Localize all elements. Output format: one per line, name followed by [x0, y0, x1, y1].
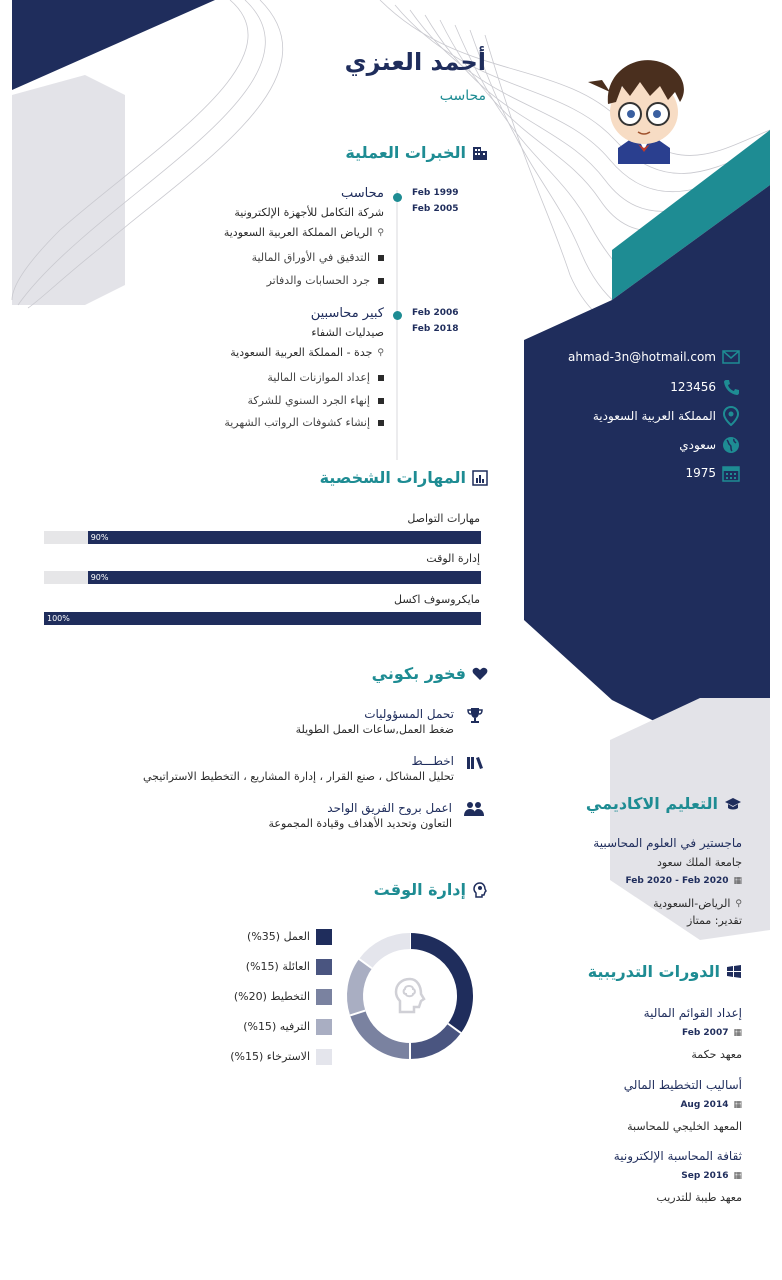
timeline-dot [393, 193, 402, 202]
person-name: أحمد العنزي [344, 48, 486, 76]
job1-role: محاسب [341, 186, 384, 201]
pride-item-desc: التعاون وتحديد الأهداف وقيادة المجموعة [268, 817, 452, 830]
donut-center-icon [393, 977, 427, 1019]
legend-swatch [316, 1049, 332, 1065]
education-location-row [653, 897, 742, 910]
course-institute: معهد طيبة للتدريب [656, 1191, 742, 1204]
time-title: إدارة الوقت [373, 880, 466, 899]
pin-icon: ⚲ [377, 227, 384, 238]
job1-company: شركة التكامل للأجهزة الإلكترونية [234, 206, 384, 219]
course-institute: معهد حكمة [691, 1048, 742, 1061]
job1-end: Feb 2005 [412, 204, 459, 214]
pin-icon: ⚲ [735, 898, 742, 909]
pride-item [143, 754, 484, 783]
calendar-small-icon: ▦ [733, 1100, 742, 1110]
job2-task: إعداد الموازنات المالية [267, 371, 384, 384]
experience-heading [345, 143, 488, 162]
email-text[interactable]: ahmad-3n@hotmail.com [568, 350, 716, 364]
legend-label: العائلة (15%) [245, 960, 310, 973]
course-institute: المعهد الخليجي للمحاسبة [627, 1120, 742, 1133]
job-title: محاسب [439, 88, 486, 104]
job2-task: إنشاء كشوفات الرواتب الشهرية [224, 416, 384, 429]
nationality-text: سعودي [679, 438, 716, 452]
birth-year-text: 1975 [685, 466, 716, 480]
legend-label: الترفيه (15%) [243, 1020, 310, 1033]
job1-task: جرد الحسابات والدفاتر [267, 274, 384, 287]
legend-swatch [316, 1019, 332, 1035]
avatar [580, 52, 700, 164]
trophy-icon [466, 707, 484, 725]
pride-item-desc: تحليل المشاكل ، صنع القرار ، إدارة المشاريع ، التخطيط الاستراتيجي [143, 770, 454, 783]
heart-icon [472, 667, 488, 681]
location-text: المملكة العربية السعودية [592, 409, 716, 423]
phone-icon [722, 379, 740, 395]
legend-swatch [316, 929, 332, 945]
job2-company: صيدليات الشفاء [311, 326, 384, 339]
windows-icon [726, 964, 742, 980]
donut-slice [355, 964, 366, 1013]
calendar-icon [722, 464, 740, 482]
education-location: الرياض-السعودية [653, 897, 731, 910]
team-icon [464, 801, 484, 817]
course-date-row [680, 1100, 742, 1110]
skill-bar-fill: 90% [88, 571, 481, 584]
phone-row[interactable] [670, 379, 740, 395]
pride-item-title: تحمل المسؤوليات [364, 707, 454, 721]
phone-text[interactable]: 123456 [670, 380, 716, 394]
donut-slice [410, 1028, 454, 1051]
skill-bar-fill: 90% [88, 531, 481, 544]
email-row[interactable] [568, 350, 740, 364]
job2-start: Feb 2006 [412, 308, 459, 318]
experience-title: الخبرات العملية [345, 143, 466, 162]
calendar-small-icon: ▦ [733, 876, 742, 886]
pride-item-title: اعمل بروح الفريق الواحد [327, 801, 452, 815]
education-heading [586, 794, 742, 813]
course-title: إعداد القوائم المالية [643, 1006, 742, 1020]
job2-role: كبير محاسبين [310, 306, 384, 321]
courses-title: الدورات التدريبية [587, 962, 720, 981]
legend-label: الاسترخاء (15%) [230, 1050, 310, 1063]
job2-end: Feb 2018 [412, 324, 459, 334]
calendar-small-icon: ▦ [733, 1171, 742, 1181]
courses-heading [588, 962, 742, 981]
skills-title: المهارات الشخصية [319, 468, 466, 487]
nationality-row [679, 436, 740, 454]
job1-location-text: الرياض المملكة العربية السعودية [223, 226, 373, 239]
building-icon [472, 145, 488, 161]
pride-text [269, 801, 452, 830]
job2-task: إنهاء الجرد السنوي للشركة [247, 394, 384, 407]
pride-text [143, 754, 454, 783]
timeline-dot [393, 311, 402, 320]
degree: ماجستير في العلوم المحاسبية [593, 836, 742, 850]
pride-item [269, 801, 484, 830]
course-date: Sep 2016 [681, 1171, 729, 1181]
donut-slice [366, 941, 410, 964]
skill-bar-fill: 100% [44, 612, 481, 625]
pride-title: فخور بكوني [371, 664, 466, 683]
calendar-small-icon: ▦ [733, 1028, 742, 1038]
graduation-cap-icon [724, 797, 742, 811]
envelope-icon [722, 350, 740, 364]
legend-swatch [316, 959, 332, 975]
pride-item-desc: ضغط العمل,ساعات العمل الطويلة [295, 723, 454, 736]
education-dates-row [625, 876, 742, 886]
skill-label: مايكروسوف اكسل [394, 593, 480, 606]
time-heading [374, 880, 488, 899]
course-date-row [682, 1028, 742, 1038]
map-pin-icon [722, 406, 740, 426]
education-grade: تقدير: ممتاز [687, 914, 742, 927]
head-icon [472, 882, 488, 898]
birth-year-row [685, 464, 740, 482]
skills-heading [320, 468, 488, 487]
education-dates: Feb 2020 - Feb 2020 [625, 876, 729, 886]
legend-label: العمل (35%) [247, 930, 310, 943]
education-title: التعليم الاكاديمي [585, 794, 718, 813]
job1-start: Feb 1999 [412, 188, 459, 198]
books-icon [466, 754, 484, 770]
chart-icon [472, 470, 488, 486]
location-row [593, 406, 740, 426]
skill-label: مهارات التواصل [407, 512, 480, 525]
course-date: Feb 2007 [681, 1028, 729, 1038]
legend-label: التخطيط (20%) [233, 990, 310, 1003]
globe-icon [722, 436, 740, 454]
job2-location-text: جدة - المملكة العربية السعودية [230, 346, 373, 359]
course-title: أساليب التخطيط المالي [623, 1078, 742, 1092]
pride-text [296, 707, 454, 736]
course-date: Aug 2014 [680, 1100, 729, 1110]
pin-icon: ⚲ [377, 347, 384, 358]
legend-swatch [316, 989, 332, 1005]
job2-location [230, 346, 384, 359]
pride-item [296, 707, 484, 736]
job1-location [224, 226, 384, 239]
course-title: ثقافة المحاسبة الإلكترونية [613, 1149, 742, 1163]
job1-task: التدقيق في الأوراق المالية [252, 251, 384, 264]
skill-label: إدارة الوقت [426, 552, 480, 565]
pride-heading [372, 664, 488, 683]
course-date-row [681, 1171, 742, 1181]
university: جامعة الملك سعود [656, 856, 742, 869]
pride-item-title: اخطـــط [411, 754, 454, 768]
